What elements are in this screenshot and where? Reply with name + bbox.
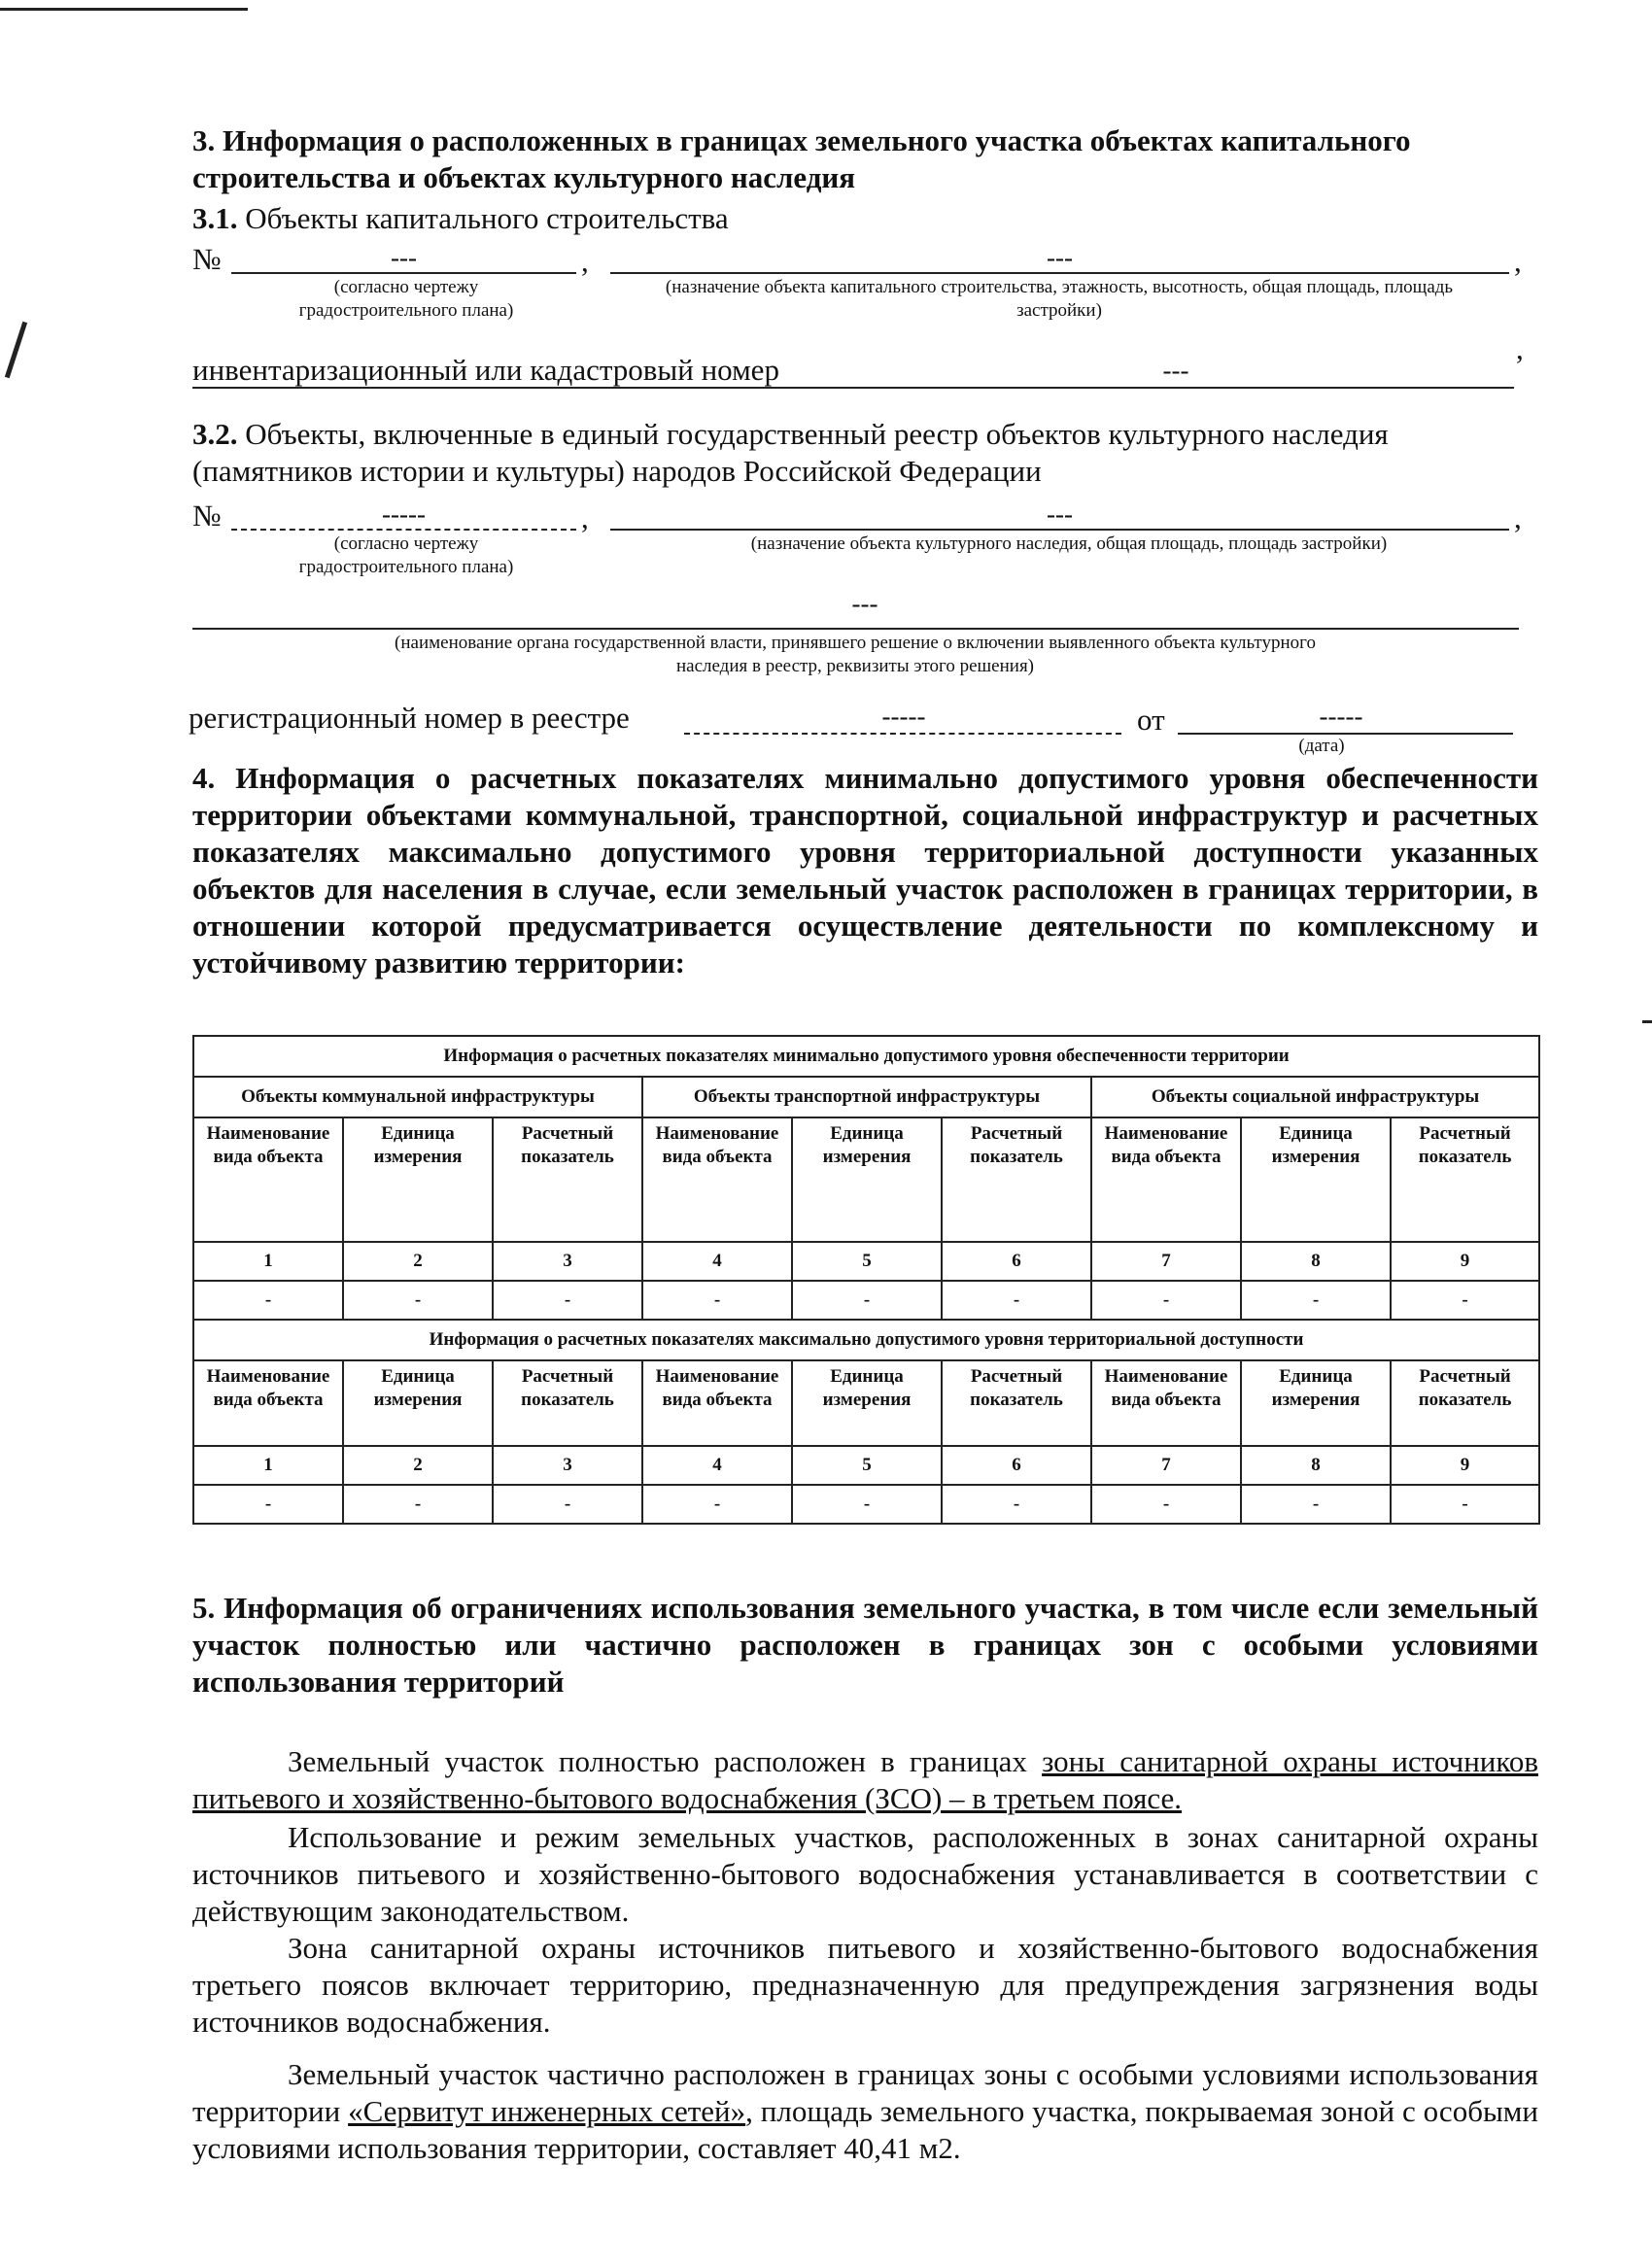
purpose-value-3-1: --- bbox=[1047, 243, 1073, 272]
registry-date-value: ----- bbox=[1319, 702, 1363, 731]
number-caption-3-2: (согласно чертежу градостроительного плана) bbox=[298, 533, 514, 577]
min-value-2: - bbox=[343, 1281, 493, 1320]
authority-caption: (наименование органа государственной власти, принявшего решение о включении выявленного объекта культурного наследия в реестр, реквизиты этого решения) bbox=[395, 633, 1316, 676]
min-value-4: - bbox=[642, 1281, 792, 1320]
paragraph-4-text-b: , площадь земельного участка, покрываемая зоной с особыми условиями использования территории, составляет 40,41 м2. bbox=[192, 2094, 1538, 2165]
paragraph-4-underlined: «Сервитут инженерных сетей» bbox=[348, 2094, 746, 2128]
min-value-5: - bbox=[792, 1281, 942, 1320]
max-value-9: - bbox=[1391, 1485, 1539, 1524]
section-4-title: 4. Информация о расчетных показателях минимально допустимого уровня обеспеченности территории объектами коммунальной, транспортной, социальной инфраструктур и расчетных показателях максимально допустимого уровня территориальной доступности указанных объектов для населения в случае, если земельный участок расположен в границах территории, в отношении которой предусматривается осуществление деятельности по комплексному и устойчивому развитию территории: bbox=[192, 761, 1538, 979]
min-value-6: - bbox=[942, 1281, 1091, 1320]
subsection-3-1-number: 3.1. bbox=[192, 201, 238, 235]
col-header-max-7: Наименование вида объекта bbox=[1091, 1360, 1241, 1446]
scan-mark-left bbox=[5, 322, 27, 379]
min-value-3: - bbox=[493, 1281, 642, 1320]
min-value-8: - bbox=[1241, 1281, 1391, 1320]
comma-3-1: , bbox=[581, 244, 589, 278]
col-number-max-1: 1 bbox=[193, 1446, 343, 1485]
subsection-3-2 bbox=[192, 416, 1538, 490]
paragraph-1-text: Земельный участок полностью расположен в границах bbox=[288, 1744, 1043, 1778]
col-number-max-3: 3 bbox=[493, 1446, 642, 1485]
col-header-max-8: Единица измерения bbox=[1241, 1360, 1391, 1446]
col-number-max-2: 2 bbox=[343, 1446, 493, 1485]
table-title-min: Информация о расчетных показателях минимально допустимого уровня обеспеченности территории bbox=[193, 1036, 1539, 1077]
comma-3-2: , bbox=[581, 500, 589, 534]
col-number-1: 1 bbox=[193, 1242, 343, 1281]
authority-value: --- bbox=[851, 589, 878, 618]
section-5-paragraph-3: Зона санитарной охраны источников питьевого и хозяйственно-бытового водоснабжения третьего поясов включает территорию, предназначенную для предупреждения загрязнения воды источников водоснабжения. bbox=[192, 1931, 1538, 2039]
group-communal: Объекты коммунальной инфраструктуры bbox=[193, 1077, 642, 1117]
col-header-4: Наименование вида объекта bbox=[642, 1117, 792, 1242]
paragraph-4-text-a: Земельный участок частично расположен в границах зоны с особыми условиями использования территории bbox=[192, 2057, 1538, 2128]
col-header-6: Расчетный показатель bbox=[942, 1117, 1091, 1242]
registry-date-caption: (дата) bbox=[1298, 736, 1345, 756]
col-number-7: 7 bbox=[1091, 1242, 1241, 1281]
scan-mark-top bbox=[0, 8, 248, 11]
col-number-6: 6 bbox=[942, 1242, 1091, 1281]
col-number-max-4: 4 bbox=[642, 1446, 792, 1485]
col-header-8: Единица измерения bbox=[1241, 1117, 1391, 1242]
registry-from-label: от bbox=[1137, 703, 1165, 737]
scan-mark-right bbox=[1642, 1020, 1652, 1023]
authority-line bbox=[192, 628, 1519, 630]
registry-line bbox=[684, 733, 1121, 735]
col-number-max-8: 8 bbox=[1241, 1446, 1391, 1485]
min-value-9: - bbox=[1391, 1281, 1539, 1320]
col-header-7: Наименование вида объекта bbox=[1091, 1117, 1241, 1242]
col-header-2: Единица измерения bbox=[343, 1117, 493, 1242]
col-header-3: Расчетный показатель bbox=[493, 1117, 642, 1242]
number-value-3-2: ----- bbox=[382, 499, 426, 529]
section-5-title: 5. Информация об ограничениях использования земельного участка, в том числе если земельный участок полностью или частично расположен в границах зон с особыми условиями использования территорий bbox=[192, 1591, 1538, 1699]
section-5-paragraph-4 bbox=[192, 2056, 1538, 2167]
col-number-max-9: 9 bbox=[1391, 1446, 1539, 1485]
subsection-3-1 bbox=[192, 200, 1538, 237]
col-number-max-7: 7 bbox=[1091, 1446, 1241, 1485]
col-header-5: Единица измерения bbox=[792, 1117, 942, 1242]
max-value-1: - bbox=[193, 1485, 343, 1524]
col-number-5: 5 bbox=[792, 1242, 942, 1281]
registry-label: регистрационный номер в реестре bbox=[189, 701, 630, 735]
col-number-2: 2 bbox=[343, 1242, 493, 1281]
col-header-max-2: Единица измерения bbox=[343, 1360, 493, 1446]
subsection-3-2-number: 3.2. bbox=[192, 417, 238, 451]
col-number-max-6: 6 bbox=[942, 1446, 1091, 1485]
col-header-max-1: Наименование вида объекта bbox=[193, 1360, 343, 1446]
col-header-max-4: Наименование вида объекта bbox=[642, 1360, 792, 1446]
section-5-paragraph-1 bbox=[192, 1743, 1538, 1817]
number-caption-3-1: (согласно чертежу градостроительного плана) bbox=[298, 277, 514, 321]
col-header-max-3: Расчетный показатель bbox=[493, 1360, 642, 1446]
no-sign-3-1: № bbox=[192, 242, 222, 276]
col-number-3: 3 bbox=[493, 1242, 642, 1281]
max-value-5: - bbox=[792, 1485, 942, 1524]
comma2-3-2: , bbox=[1514, 500, 1522, 534]
col-number-8: 8 bbox=[1241, 1242, 1391, 1281]
max-value-4: - bbox=[642, 1485, 792, 1524]
group-social: Объекты социальной инфраструктуры bbox=[1091, 1077, 1539, 1117]
col-number-4: 4 bbox=[642, 1242, 792, 1281]
col-header-9: Расчетный показатель bbox=[1391, 1117, 1539, 1242]
inventory-value: --- bbox=[1162, 356, 1189, 385]
subsection-3-2-label: Объекты, включенные в единый государственный реестр объектов культурного наследия (памятников истории и культуры) народов Российской Федерации bbox=[192, 417, 1389, 488]
purpose-caption-3-1: (назначение объекта капитального строительства, этажность, высотность, общая площадь, площадь застройки) bbox=[665, 277, 1454, 321]
paragraph-1-underlined: зоны санитарной охраны источников питьевого и хозяйственно-бытового водоснабжения (ЗСО) – в третьем поясе. bbox=[192, 1744, 1538, 1815]
purpose-value-3-2: --- bbox=[1047, 499, 1073, 529]
max-value-2: - bbox=[343, 1485, 493, 1524]
min-value-1: - bbox=[193, 1281, 343, 1320]
registry-value: ----- bbox=[881, 702, 926, 731]
number-value-3-1: --- bbox=[391, 243, 417, 272]
inventory-line bbox=[192, 387, 1514, 389]
section-3-title: 3. Информация о расположенных в границах земельного участка объектах капитального строительства и объектах культурного наследия bbox=[192, 123, 1411, 194]
min-value-7: - bbox=[1091, 1281, 1241, 1320]
subsection-3-1-label: Объекты капитального строительства bbox=[237, 201, 729, 235]
table-title-max: Информация о расчетных показателях максимально допустимого уровня территориальной доступности bbox=[193, 1320, 1539, 1360]
group-transport: Объекты транспортной инфраструктуры bbox=[642, 1077, 1091, 1117]
col-header-max-9: Расчетный показатель bbox=[1391, 1360, 1539, 1446]
max-value-7: - bbox=[1091, 1485, 1241, 1524]
section-5-paragraph-2: Использование и режим земельных участков, расположенных в зонах санитарной охраны источников питьевого и хозяйственно-бытового водоснабжения устанавливается в соответствии с действующим законодательством. bbox=[192, 1820, 1538, 1928]
col-header-max-6: Расчетный показатель bbox=[942, 1360, 1091, 1446]
max-value-3: - bbox=[493, 1485, 642, 1524]
inventory-comma: , bbox=[1516, 331, 1524, 365]
col-number-max-5: 5 bbox=[792, 1446, 942, 1485]
col-header-1: Наименование вида объекта bbox=[193, 1117, 343, 1242]
no-sign-3-2: № bbox=[192, 498, 222, 533]
max-value-6: - bbox=[942, 1485, 1091, 1524]
col-header-max-5: Единица измерения bbox=[792, 1360, 942, 1446]
indicators-table bbox=[192, 1035, 1540, 1525]
comma2-3-1: , bbox=[1514, 244, 1522, 278]
inventory-label: инвентаризационный или кадастровый номер bbox=[192, 353, 779, 387]
purpose-caption-3-2: (назначение объекта культурного наследия, общая площадь, площадь застройки) bbox=[750, 533, 1388, 554]
col-number-9: 9 bbox=[1391, 1242, 1539, 1281]
max-value-8: - bbox=[1241, 1485, 1391, 1524]
